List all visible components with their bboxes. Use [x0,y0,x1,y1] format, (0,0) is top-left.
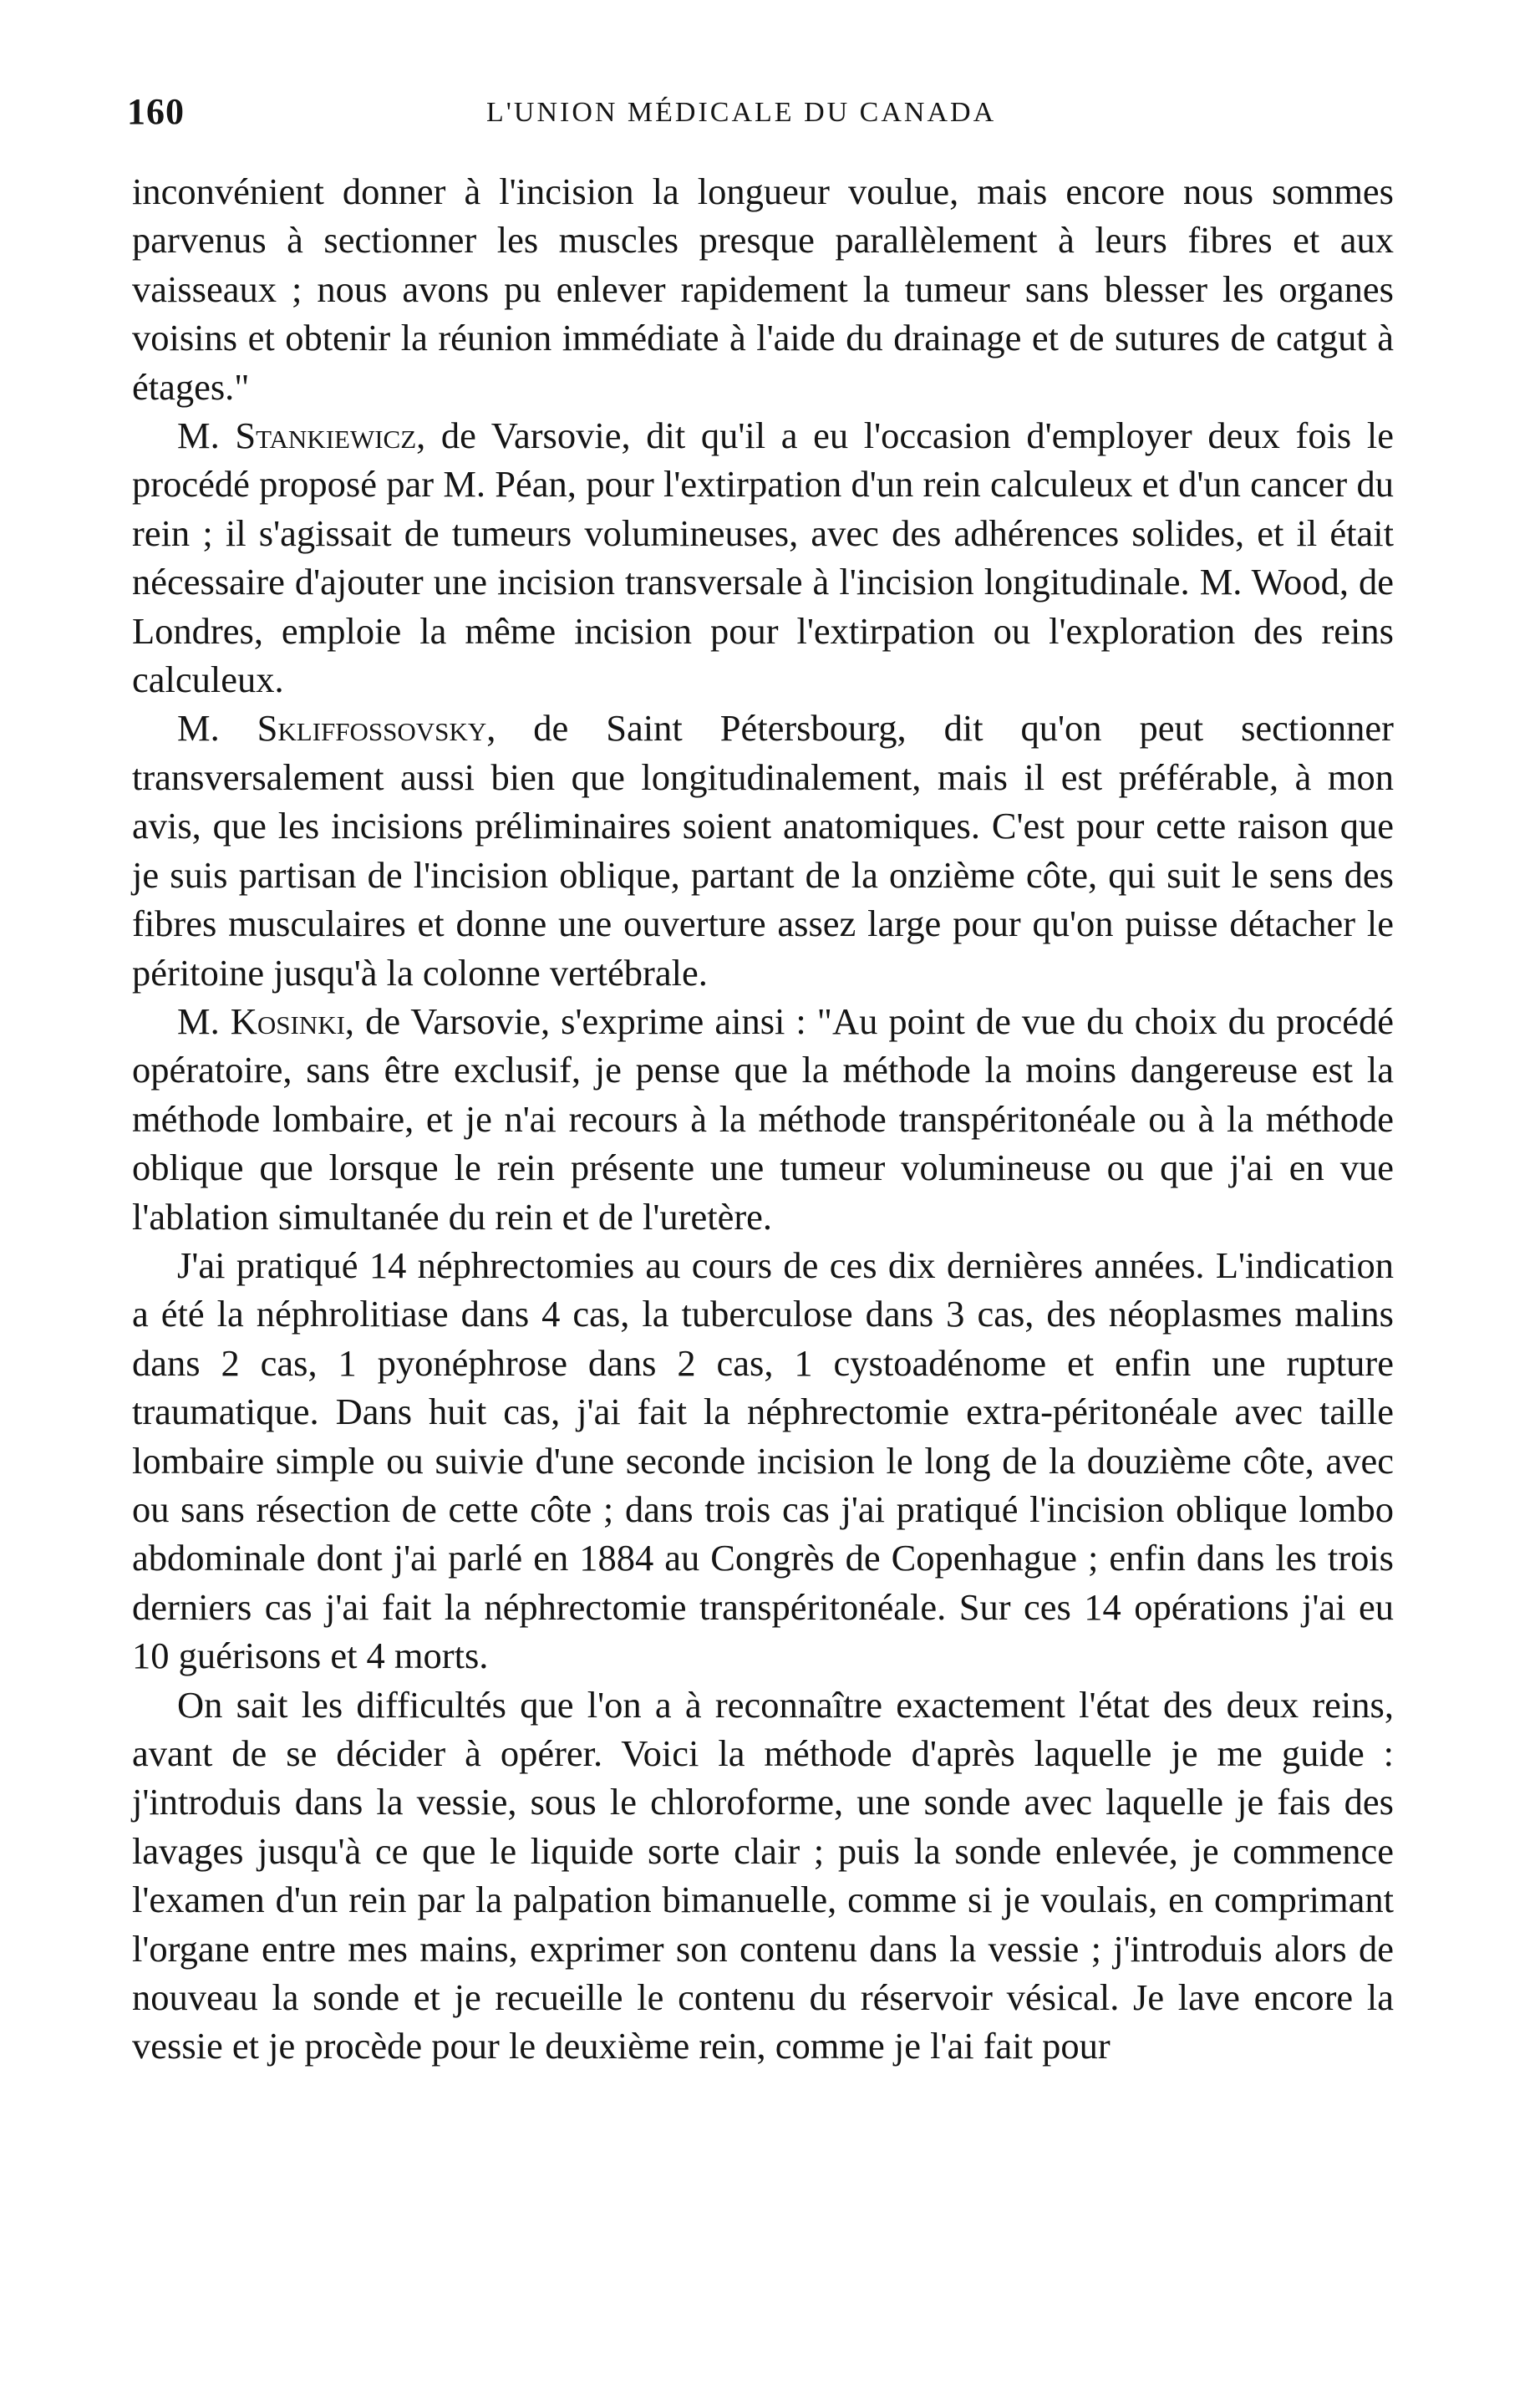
paragraph-1 [132,167,1394,411]
speaker-name: M. Kosinki [177,999,345,1042]
running-title: L'UNION MÉDICALE DU CANADA [486,97,997,128]
paragraph-text: J'ai pratiqué 14 néphrectomies au cours de ces dix dernières années. L'indication a été la néphrolitiase dans 4 cas, la tuberculose dans 3 cas, des néoplasmes malins dans 2 cas, 1 pyonéphrose dans 2 cas, 1 cystoadénome et enfin une rupture traumatique. Dans huit cas, j'ai fait la néphrectomie extra-péritonéale avec taille lombaire simple ou suivie d'une seconde incision le long de la douzième côte, avec ou sans résection de cette côte ; dans trois cas j'ai pratiqué l'incision oblique lombo abdominale dont j'ai parlé en 1884 au Congrès de Copenhague ; enfin dans les trois derniers cas j'ai fait la néphrectomie transpéritonéale. Sur ces 14 opérations j'ai eu 10 guérisons et 4 morts. [132,1243,1394,1677]
paragraph-text: inconvénient donner à l'incision la longueur voulue, mais encore nous sommes parvenus à sectionner les muscles presque parallèlement à leurs fibres et aux vaisseaux ; nous avons pu enlever rapidement la tumeur sans blesser les organes voisins et obtenir la réunion immédiate à l'aide du drainage et de sutures de catgut à étages." [132,170,1394,408]
paragraph-text: On sait les difficultés que l'on a à reconnaître exactement l'état des deux reins, avant de se décider à opérer. Voici la méthode d'après laquelle je me guide : j'introduis dans la vessie, sous le chloroforme, une sonde avec laquelle je fais des lavages jusqu'à ce que le liquide sorte clair ; puis la sonde enlevée, je commence l'examen d'un rein par la palpation bimanuelle, comme si je voulais, en comprimant l'organe entre mes mains, exprimer son contenu dans la vessie ; j'introduis alors de nouveau la sonde et je recueille le contenu du réservoir vésical. Je lave encore la vessie et je procède pour le deuxième rein, comme je l'ai fait pour [132,1683,1394,2067]
paragraph-text: , de Saint Pétersbourg, dit qu'on peut sectionner transversalement aussi bien que longitudinalement, mais il est préférable, à mon avis, que les incisions préliminaires soient anatomiques. C'est pour cette raison que je suis partisan de l'incision oblique, partant de la onzième côte, qui suit le sens des fibres musculaires et donne une ouverture assez large pour qu'on puisse détacher le péritoine jusqu'à la colonne vertébrale. [132,707,1394,994]
paragraph-text: , de Varsovie, s'exprime ainsi : "Au point de vue du choix du procédé opératoire, sans être exclusif, je pense que la méthode la moins dangereuse est la méthode lombaire, et je n'ai recours à la méthode transpéritonéale ou à la méthode oblique que lorsque le rein présente une tumeur volumineuse ou que j'ai en vue l'ablation simultanée du rein et de l'uretère. [132,999,1394,1238]
speaker-name: M. Stankiewicz [177,414,417,457]
paragraph-2 [132,411,1394,704]
page-number: 160 [127,91,185,132]
paragraph-6 [132,1681,1394,2071]
paragraph-4 [132,997,1394,1241]
paragraph-5 [132,1241,1394,1681]
paragraph-3 [132,704,1394,996]
speaker-name: M. Skliffossovsky [177,707,487,750]
body-text [132,167,1394,2071]
paragraph-text: , de Varsovie, dit qu'il a eu l'occasion d'employer deux fois le procédé proposé par M. Péan, pour l'extirpation d'un rein calculeux et d'un cancer du rein ; il s'agissait de tumeurs volumineuses, avec des adhérences solides, et il était nécessaire d'ajouter une incision transversale à l'incision longitudinale. M. Wood, de Londres, emploie la même incision pour l'extirpation ou l'exploration des reins calculeux. [132,414,1394,701]
page-header [127,90,1389,140]
